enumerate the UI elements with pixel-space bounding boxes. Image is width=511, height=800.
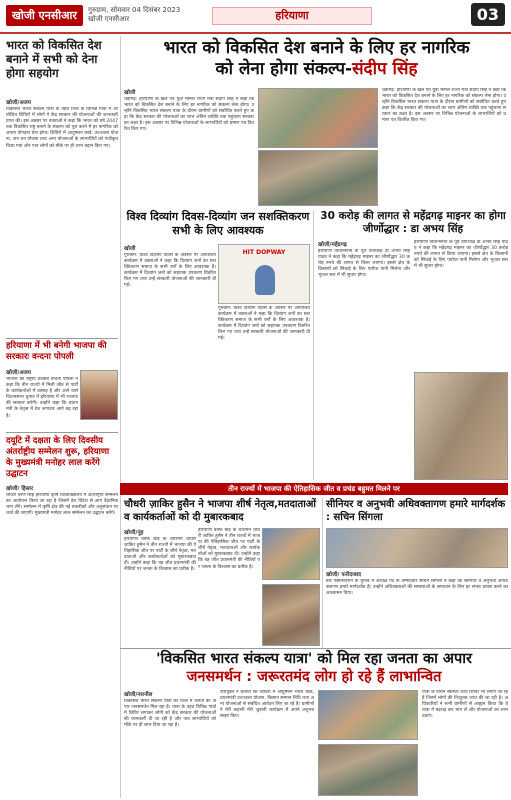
article-body: हरियाणा विधानसभा के पूर्व उपाध्यक्ष डा अभय सिंह यादव ने कहा कि महेंद्रगढ़ माइनर का जीर्णोद्धार 30 करोड़ रुपये की लागत से किया जाएगा। इससे क्षेत्र के किसानों को सिंचाई के लिए पर्याप्त पानी मिलेगा और भूजल स्तर में भी सुधार होगा। [414, 240, 508, 270]
divyang-headline: विश्व दिव्यांग दिवस-दिव्यांग जन सशक्तिकरण सभी के लिए आवश्यक [126, 210, 310, 237]
bottom-headline-line-2: जनसमर्थन : जरूरतमंद लोग हो रहे हैं लाभान्वित [186, 669, 442, 685]
poster-text: HIT DOPWAY [242, 249, 286, 256]
divider [120, 648, 511, 649]
article-body: विकसित भारत संकल्प यात्रा को जिले में जनता का अपार जनसमर्थन मिल रहा है। यात्रा के तहत विभिन्न गांवों में शिविर लगाकर लोगों को केंद्र सरकार की योजनाओं की जानकारी दी जा रही है और पात्र लाभार्थियों को मौके पर ही लाभ दिया जा रहा है। [124, 699, 216, 729]
haryana-headline: हरियाणा में भी बनेगी भाजपा की सरकारः वन्दना पोपली [6, 341, 107, 362]
divider [6, 432, 118, 433]
page-number: 03 [471, 3, 505, 26]
bottom-story-continued [220, 690, 314, 796]
article-body: हरियाणा वक्फ बोर्ड के चेयरमैन चौधरी ज़ाकिर हुसैन ने तीन राज्यों में भाजपा की ऐतिहासिक जीत पर पार्टी के शीर्ष नेतृत्व, मतदाताओं और कार्यकर्ताओं को मुबारकबाद दी। उन्होंने कहा कि यह जीत प्रधानमंत्री की नीतियों पर जनता के विश्वास का प्रतीक है। [124, 537, 196, 573]
event-photo [262, 528, 320, 580]
mahendragarh-story [318, 240, 410, 480]
byline: खोजी/महेंद्रगढ़ [318, 242, 347, 248]
chaudhary-story-continued [198, 528, 260, 648]
event-photo [258, 88, 378, 148]
bottom-headline [120, 650, 508, 686]
seminar-headline: दयूटि में दक्षता के लिए दिवसीय अंतर्राष्ट्रीय सम्मेलन शुरू, हरियाणा के मुख्यमंत्री मनोहर लाल करेंगे उद्घाटन [6, 436, 110, 479]
event-photo [326, 528, 508, 568]
event-photo [258, 150, 378, 206]
article-body: गुरुग्राम: विश्व दिव्यांग दिवस के अवसर पर आयोजित कार्यक्रम में वक्ताओं ने कहा कि दिव्यांग जनों का सशक्तिकरण समाज के सभी वर्गों के लिए आवश्यक है। कार्यक्रम में दिव्यांग जनों को सहायक उपकरण वितरित किए गए तथा उन्हें सरकारी योजनाओं की जानकारी दी गई। [218, 306, 310, 342]
article-body: भाजपा की राष्ट्रीय प्रवक्ता वन्दना पोपली ने कहा कि तीन राज्यों में मिली जीत से पार्टी के कार्यकर्ताओं में उत्साह है और आने वाले विधानसभा चुनाव में हरियाणा में भी भाजपा की सरकार बनेगी। उन्होंने कहा कि प्रधानमंत्री के नेतृत्व में देश लगातार आगे बढ़ रहा है। [6, 377, 78, 419]
byline: खोजी/नारनौल [124, 692, 153, 698]
byline: खोजी/ फरीदाबाद [326, 572, 362, 578]
lead-headline: भारत को विकसित देश बनाने में सभी को देना होगा सहयोग [6, 38, 102, 80]
senior-headline: सीनियर व अनुभवी अधिवक्तागण हमारे मार्गदर्शक : सचिन सिंगला [326, 499, 506, 523]
senior-story [326, 570, 508, 648]
main-story-continued [382, 88, 506, 206]
date-line [88, 6, 208, 24]
lead-story [6, 98, 118, 336]
section-label: हरियाणा [212, 7, 372, 25]
byline: खोजी [124, 246, 136, 252]
divyang-story [124, 244, 216, 480]
article-body: चौधरी चरण सिंह हरियाणा कृषि विश्वविद्यालय में अंतर्राष्ट्रीय सम्मेलन का आयोजन किया जा रहा है जिसमें देश विदेश से आए वैज्ञानिक भाग लेंगे। सम्मेलन में कृषि क्षेत्र की नई तकनीकों और अनुसंधान पर चर्चा की जाएगी। मुख्यमंत्री मनोहर लाल सम्मेलन का उद्घाटन करेंगे। [6, 493, 118, 517]
masthead-brand: खोजी एनसीआर [6, 5, 83, 26]
event-photo [318, 744, 418, 796]
bottom-story-continued [422, 690, 508, 796]
main-banner-headline [128, 38, 505, 84]
bottom-story [124, 690, 216, 796]
seminar-story [6, 484, 118, 794]
banner-line-2-text: को लेना होगा संकल्प- [215, 59, 353, 79]
banner-name: संदीप सिंह [352, 59, 418, 79]
banner-line-1: भारत को विकसित देश बनाने के लिए हर नागरिक [163, 38, 470, 58]
event-photo [318, 690, 418, 740]
article-body: हरियाणा वक्फ बोर्ड के चेयरमैन चौधरी ज़ाकिर हुसैन ने तीन राज्यों में भाजपा की ऐतिहासिक जीत पर पार्टी के शीर्ष नेतृत्व, मतदाताओं और कार्यकर्ताओं को मुबारकबाद दी। उन्होंने कहा कि यह जीत प्रधानमंत्री की नीतियों पर जनता के विश्वास का प्रतीक है। [198, 528, 260, 570]
column-divider [322, 498, 323, 648]
mahendragarh-headline: 30 करोड़ की लागत से महेंद्रगढ़ माइनर का होगा जीर्णोद्धार : डा अभय सिंह [320, 210, 506, 235]
byline: खोजी/ हिसार [6, 486, 34, 492]
byline: खोजी/अजय [6, 100, 31, 106]
article-body: चंडीगढ़: हरियाणा के खेल एवं युवा मामले राज्य मंत्री संदीप सिंह ने कहा कि भारत को विकसित देश बनाने के लिए हर नागरिक को संकल्प लेना होगा। उन्होंने विकसित भारत संकल्प यात्रा के दौरान ग्रामीणों को संबोधित करते हुए कहा कि केंद्र सरकार की योजनाओं का लाभ अंतिम व्यक्ति तक पहुंचाना सरकार का लक्ष्य है। इस अवसर पर विभिन्न योजनाओं के लाभार्थियों को प्रमाण पत्र वितरित किए गए। [124, 97, 254, 133]
byline: खोजी [124, 90, 136, 96]
date-subtext: खोजी एनसीआर [88, 15, 130, 23]
byline: खोजी/अजय [6, 370, 31, 376]
page-header [0, 0, 511, 34]
article-body: बार एसोसिएशन के चुनाव में अध्यक्ष पद के उम्मीदवार सचिन सिंगला ने कहा कि सीनियर व अनुभवी अधिवक्तागण हमारे मार्गदर्शक हैं। उन्होंने अधिवक्ताओं की समस्याओं के समाधान के लिए हर संभव प्रयास करने का आश्वासन दिया। [326, 579, 508, 597]
article-body: यात्रा के दौरान स्वास्थ्य जांच शिविर भी लगाए जा रहे हैं जिनमें लोगों की निःशुल्क जांच की जा रही है। अधिकारियों ने सभी ग्रामीणों से आह्वान किया कि वे यात्रा में बढ़चढ़ कर भाग लें और योजनाओं का लाभ उठाएं। [422, 690, 508, 720]
banner-line-2 [128, 59, 505, 80]
column-divider [313, 210, 314, 480]
article-body: चंडीगढ़: हरियाणा के खेल एवं युवा मामले राज्य मंत्री संदीप सिंह ने कहा कि भारत को विकसित देश बनाने के लिए हर नागरिक को संकल्प लेना होगा। उन्होंने विकसित भारत संकल्प यात्रा के दौरान ग्रामीणों को संबोधित करते हुए कहा कि केंद्र सरकार की योजनाओं का लाभ अंतिम व्यक्ति तक पहुंचाना सरकार का लक्ष्य है। इस अवसर पर विभिन्न योजनाओं के लाभार्थियों को प्रमाण पत्र वितरित किए गए। [382, 88, 506, 124]
chaudhary-headline: चौधरी ज़ाकिर हुसैन ने भाजपा शीर्ष नेतृत्व,मतदाताओं व कार्यकर्ताओं को दी मुबारकबाद [124, 499, 317, 523]
event-photo [414, 372, 508, 480]
mahendragarh-story-continued [414, 240, 508, 370]
byline: खोजी/नूंह [124, 530, 144, 536]
article-body: विकसित भारत संकल्प यात्रा के तहत जिले के विभिन्न गांवों में आयोजित शिविरों में लोगों ने केंद्र सरकार की योजनाओं की जानकारी प्राप्त की। इस अवसर पर वक्ताओं ने कहा कि भारत को वर्ष 2047 तक विकसित राष्ट्र बनाने के संकल्प को पूरा करने में हर नागरिक को अपना योगदान देना होगा। शिविरों में आयुष्मान कार्ड, उज्ज्वला योजना, जन धन योजना तथा अन्य योजनाओं के लाभार्थियों को पंजीकृत किया गया और पात्र लोगों को मौके पर ही लाभ प्रदान किए गए। [6, 107, 118, 149]
article-body: हरियाणा विधानसभा के पूर्व उपाध्यक्ष डा अभय सिंह यादव ने कहा कि महेंद्रगढ़ माइनर का जीर्णोद्धार 30 करोड़ रुपये की लागत से किया जाएगा। इससे क्षेत्र के किसानों को सिंचाई के लिए पर्याप्त पानी मिलेगा और भूजल स्तर में भी सुधार होगा। [318, 249, 410, 279]
main-story [124, 88, 254, 206]
strip-label: तीन राज्यों में भाजपा की ऐतिहासिक जीत व प्रचंड बहुमत मिलने पर [120, 483, 508, 495]
article-body: गुरुग्राम: विश्व दिव्यांग दिवस के अवसर पर आयोजित कार्यक्रम में वक्ताओं ने कहा कि दिव्यांग जनों का सशक्तिकरण समाज के सभी वर्गों के लिए आवश्यक है। कार्यक्रम में दिव्यांग जनों को सहायक उपकरण वितरित किए गए तथा उन्हें सरकारी योजनाओं की जानकारी दी गई। [124, 253, 216, 289]
wheelchair-icon [255, 265, 275, 295]
bottom-headline-line-1: 'विकसित भारत संकल्प यात्रा' को मिल रहा जनता का अपार [156, 651, 472, 667]
portrait-photo [80, 370, 118, 420]
chaudhary-story [124, 528, 196, 648]
event-photo [262, 584, 320, 646]
date-text: गुरुग्राम, सोमवार 04 दिसंबर 2023 [88, 6, 181, 14]
divider [6, 338, 118, 339]
divyang-story-continued [218, 306, 310, 480]
poster-image [218, 244, 310, 304]
article-body: उपायुक्त ने बताया कि शिविरों में आयुष्मान भारत कार्ड, प्रधानमंत्री उज्ज्वला योजना, किसान सम्मान निधि तथा अन्य योजनाओं से संबंधित आवेदन लिए जा रहे हैं। ग्रामीणों ने मेरी कहानी मेरी जुबानी कार्यक्रम में अपने अनुभव साझा किए। [220, 690, 314, 720]
